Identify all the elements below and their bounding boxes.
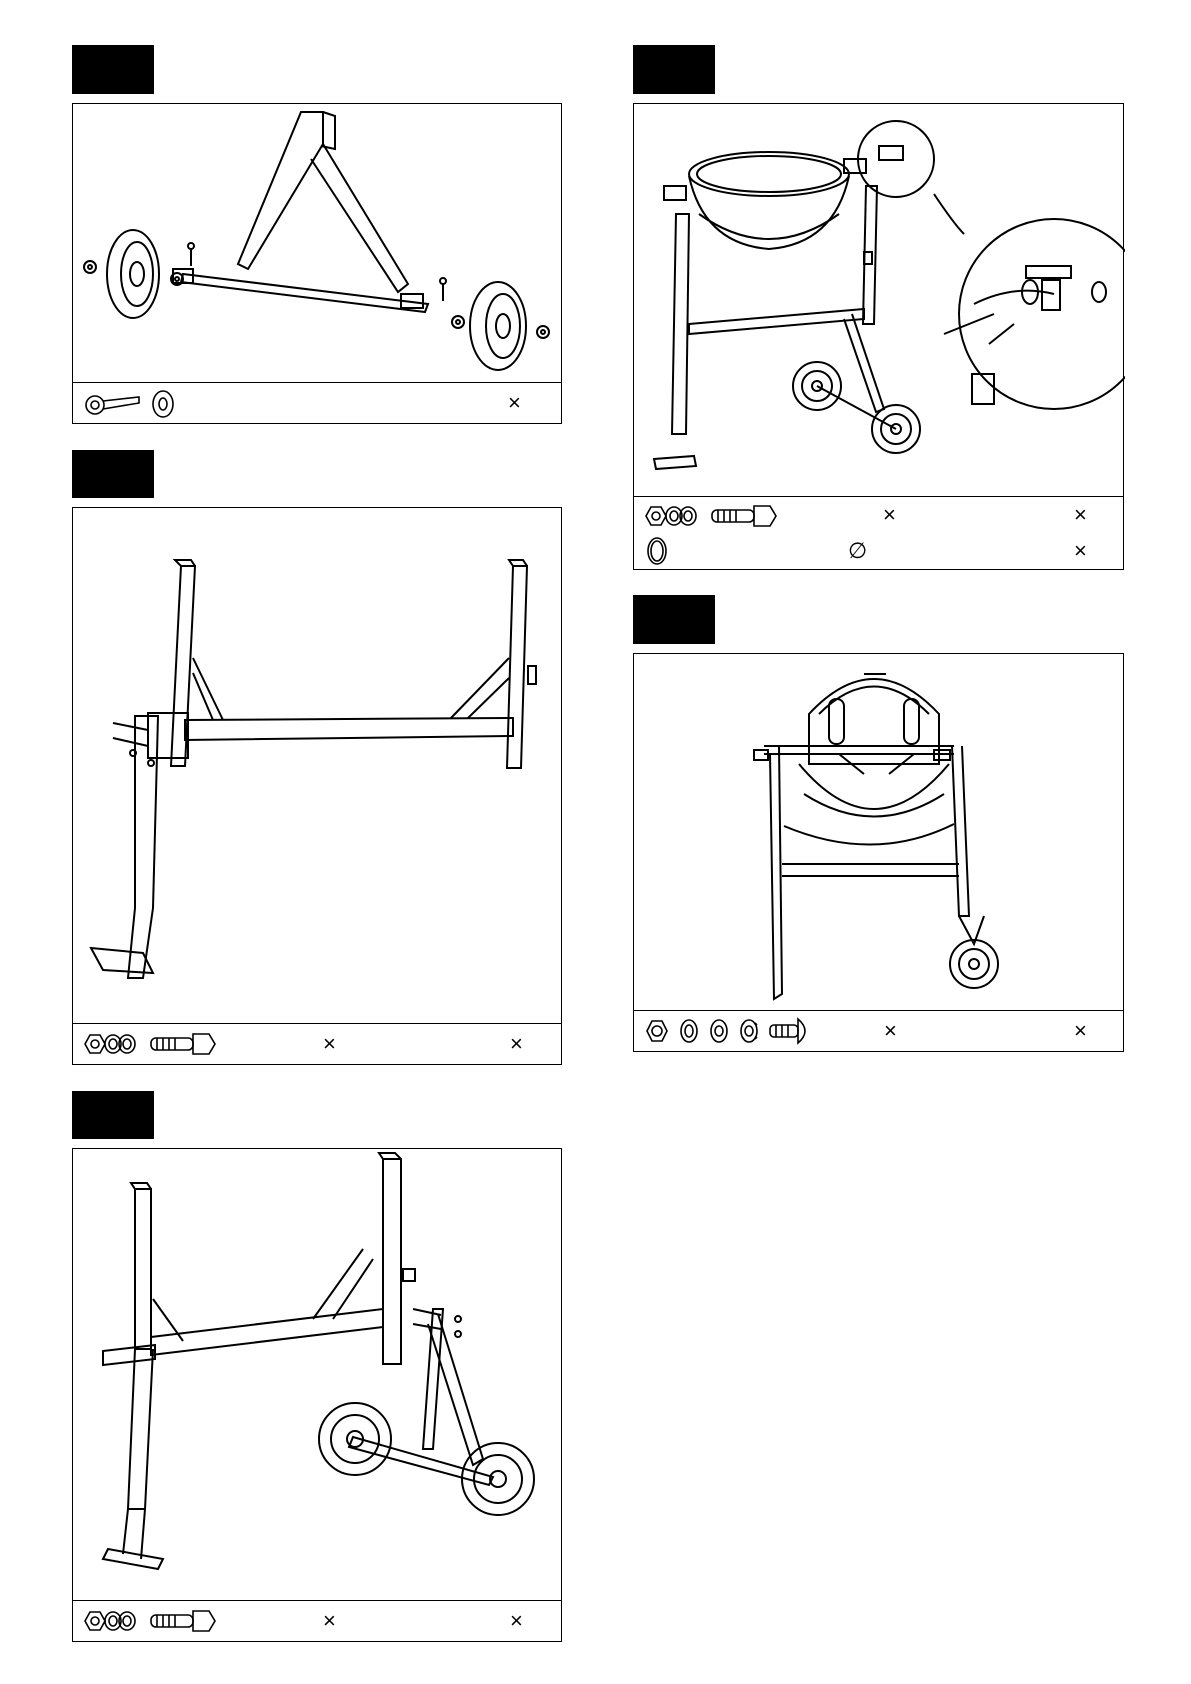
step-1-parts-row	[73, 382, 561, 423]
step-2-panel	[72, 507, 562, 1065]
washer-icon	[708, 1017, 730, 1045]
screw-icon	[768, 1016, 814, 1046]
step-4-panel	[633, 103, 1124, 570]
lock-washer-icon	[678, 1017, 700, 1045]
bolt-icon	[149, 1031, 219, 1057]
step-5-panel	[633, 653, 1124, 1052]
step-2-illustration	[73, 508, 563, 1023]
nut-washer-set-icon	[81, 1030, 137, 1058]
step-3-panel	[72, 1148, 562, 1642]
clevis-pin-icon	[83, 391, 143, 417]
step-4-parts-row-2	[634, 533, 1123, 569]
bolt-icon	[149, 1608, 219, 1634]
step-4-mark-2: ×	[1074, 502, 1087, 527]
step-3-parts-row	[73, 1600, 561, 1641]
step-3-mark-2: ×	[510, 1608, 523, 1633]
step-2-parts-row	[73, 1023, 561, 1064]
step-5-mark-1: ×	[884, 1018, 897, 1043]
step-4-mark-1: ×	[883, 502, 896, 527]
serrated-washer-icon	[738, 1017, 760, 1045]
step-4-badge	[633, 45, 715, 94]
step-5-mark-2: ×	[1074, 1018, 1087, 1043]
step-4-mark-3: ∅	[848, 538, 868, 563]
step-4-parts-row-1	[634, 496, 1123, 533]
step-2-mark-1: ×	[323, 1031, 336, 1056]
step-5-illustration	[634, 654, 1125, 1012]
step-1-badge	[72, 45, 154, 94]
step-3-badge	[72, 1091, 154, 1139]
step-2-badge	[72, 450, 154, 498]
nut-washer-set-icon	[642, 502, 698, 530]
step-1-illustration	[73, 104, 563, 384]
step-1-mark-1: ×	[508, 390, 521, 415]
washer-icon	[151, 389, 175, 419]
step-3-illustration	[73, 1149, 563, 1601]
bolt-icon	[710, 503, 780, 529]
ring-icon	[646, 536, 668, 566]
step-3-mark-1: ×	[323, 1608, 336, 1633]
step-5-badge	[633, 595, 715, 644]
step-2-mark-2: ×	[510, 1031, 523, 1056]
nut-washer-set-icon	[81, 1607, 137, 1635]
step-1-panel	[72, 103, 562, 424]
nut-icon	[644, 1017, 670, 1045]
step-4-mark-4: ×	[1074, 538, 1087, 563]
step-4-illustration	[634, 104, 1125, 494]
step-5-parts-row	[634, 1010, 1123, 1051]
